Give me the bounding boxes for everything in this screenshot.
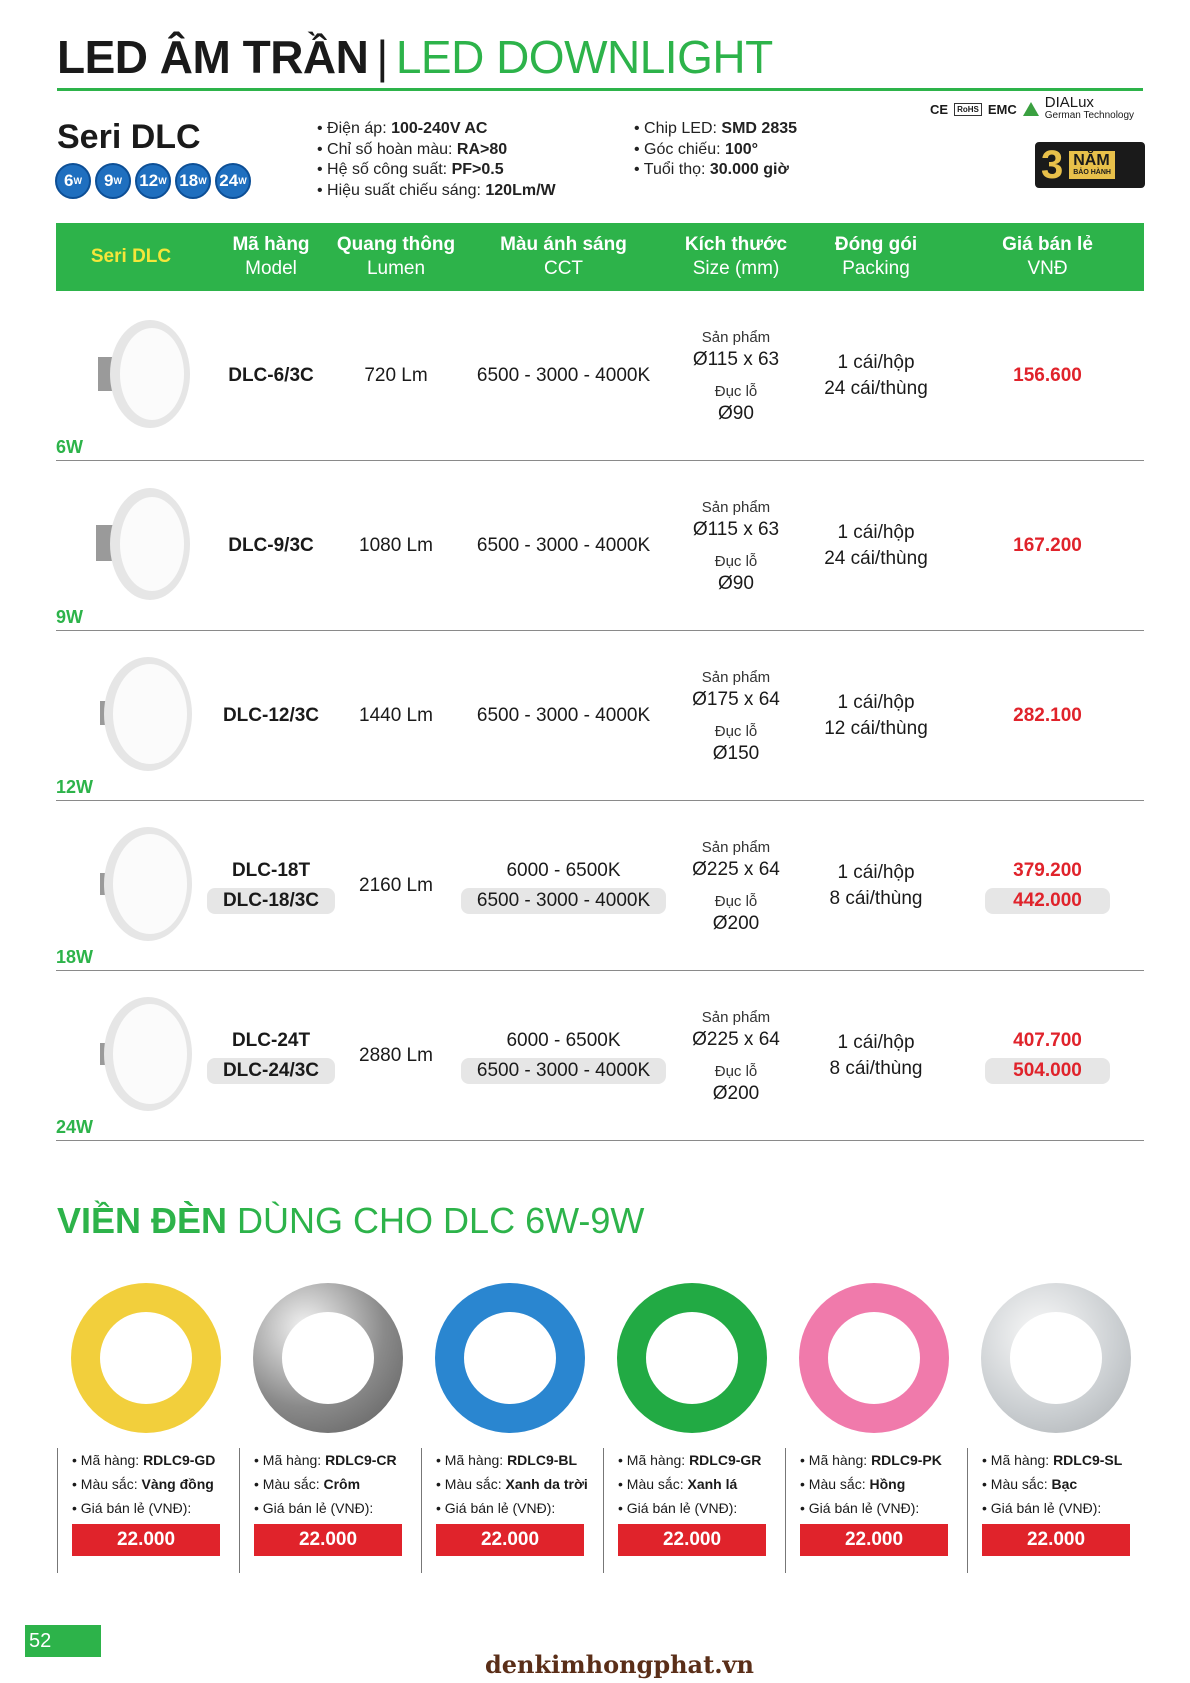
table-row <box>56 971 1144 1141</box>
dialux-triangle-icon <box>1023 102 1039 116</box>
watt-badge: 24 W <box>215 163 251 199</box>
model-cell: DLC-18T DLC-18/3C <box>206 801 336 971</box>
warranty-years: 3 <box>1041 142 1064 187</box>
ring-image <box>981 1283 1131 1433</box>
model-cell: DLC-24T DLC-24/3C <box>206 971 336 1141</box>
packing-cell: 1 cái/hộp 24 cái/thùng <box>824 352 928 399</box>
ring-info: • Mã hàng: RDLC9-GD • Màu sắc: Vàng đồng • Giá bán lẻ (VNĐ): 22.000 <box>57 1448 235 1573</box>
page-number: 52 <box>25 1625 101 1657</box>
header-cct: Màu ánh sáng CCT <box>500 234 627 279</box>
row-watt-label: 9W <box>56 607 83 627</box>
spec-item: • Chỉ số hoàn màu: RA>80 <box>317 140 556 161</box>
lumen-cell: 2160 Lm <box>359 875 433 896</box>
dialux-logo: DIALux German Technology <box>1044 94 1135 121</box>
specs-list-left <box>317 119 556 201</box>
size-cell: Sản phẩm Ø225 x 64 Đục lỗ Ø200 <box>692 1009 780 1104</box>
lumen-cell: 720 Lm <box>364 365 428 386</box>
ring-info: • Mã hàng: RDLC9-PK • Màu sắc: Hồng • Giá bán lẻ (VNĐ): 22.000 <box>785 1448 963 1573</box>
model-cell: DLC-9/3C <box>228 535 314 556</box>
row-watt-label: 18W <box>56 947 94 967</box>
size-cell: Sản phẩm Ø225 x 64 Đục lỗ Ø200 <box>692 839 780 934</box>
ring-product <box>57 1283 235 1550</box>
ring-info: • Mã hàng: RDLC9-BL • Màu sắc: Xanh da trời • Giá bán lẻ (VNĐ): 22.000 <box>421 1448 599 1573</box>
specs-list-right <box>634 119 797 181</box>
series-name: Seri DLC <box>57 118 201 156</box>
row-watt-label: 24W <box>56 1117 94 1137</box>
ring-price: 22.000 <box>800 1524 948 1556</box>
watt-badges <box>55 163 251 199</box>
cct-cell: 6500 - 3000 - 4000K <box>476 365 651 386</box>
ring-image <box>617 1283 767 1433</box>
ring-image <box>253 1283 403 1433</box>
ring-product <box>603 1283 781 1550</box>
spec-item: • Chip LED: SMD 2835 <box>634 119 797 140</box>
warranty-badge <box>1035 142 1145 188</box>
title-sub: LED DOWNLIGHT <box>395 31 773 83</box>
cct-cell: 6000 - 6500K 6500 - 3000 - 4000K <box>456 801 671 971</box>
rings-section-title: VIỀN ĐÈN DÙNG CHO DLC 6W-9W <box>57 1200 645 1241</box>
ring-image <box>799 1283 949 1433</box>
packing-cell: 1 cái/hộp 8 cái/thùng <box>829 862 923 909</box>
row-watt-label: 12W <box>56 777 94 797</box>
ce-logo: CE <box>930 101 949 117</box>
downlight-product-image <box>86 485 196 603</box>
emc-logo: EMC <box>987 101 1017 117</box>
spec-item: • Hiệu suất chiếu sáng: 120Lm/W <box>317 181 556 202</box>
watt-badge: 9 W <box>95 163 131 199</box>
header-lumen: Quang thông Lumen <box>336 234 456 279</box>
lumen-cell: 2880 Lm <box>359 1045 433 1066</box>
downlight-product-image <box>86 825 196 943</box>
header-packing: Đóng gói Packing <box>834 234 918 279</box>
ring-product <box>239 1283 417 1550</box>
ring-image <box>435 1283 585 1433</box>
price-cell: 407.700 504.000 <box>951 971 1144 1141</box>
row-watt-label: 6W <box>56 437 83 457</box>
title-separator: | <box>376 31 388 83</box>
warranty-label: NĂM BẢO HÀNH <box>1069 151 1115 179</box>
rohs-logo: RoHS <box>954 103 982 116</box>
ring-price: 22.000 <box>982 1524 1130 1556</box>
header-size: Kích thước Size (mm) <box>684 234 788 279</box>
title-main: LED ÂM TRẦN <box>57 31 369 83</box>
header-model: Mã hàng Model <box>232 234 310 279</box>
ring-price: 22.000 <box>72 1524 220 1556</box>
watt-badge: 12 W <box>135 163 171 199</box>
size-cell: Sản phẩm Ø115 x 63 Đục lỗ Ø90 <box>692 499 780 594</box>
ring-info: • Mã hàng: RDLC9-GR • Màu sắc: Xanh lá • Giá bán lẻ (VNĐ): 22.000 <box>603 1448 781 1573</box>
model-cell: DLC-6/3C <box>228 365 314 386</box>
ring-info: • Mã hàng: RDLC9-CR • Màu sắc: Crôm • Giá bán lẻ (VNĐ): 22.000 <box>239 1448 417 1573</box>
spec-item: • Tuổi thọ: 30.000 giờ <box>634 160 797 181</box>
price-cell: 379.200 442.000 <box>951 801 1144 971</box>
table-row <box>56 461 1144 631</box>
ring-price: 22.000 <box>254 1524 402 1556</box>
packing-cell: 1 cái/hộp 12 cái/thùng <box>824 692 928 739</box>
cct-cell: 6000 - 6500K 6500 - 3000 - 4000K <box>456 971 671 1141</box>
downlight-product-image <box>86 655 196 773</box>
model-cell: DLC-12/3C <box>222 705 320 726</box>
ring-info: • Mã hàng: RDLC9-SL • Màu sắc: Bạc • Giá bán lẻ (VNĐ): 22.000 <box>967 1448 1145 1573</box>
size-cell: Sản phẩm Ø175 x 64 Đục lỗ Ø150 <box>692 669 780 764</box>
page-title <box>57 30 773 84</box>
ring-price: 22.000 <box>618 1524 766 1556</box>
table-row <box>56 801 1144 971</box>
header-seri: Seri DLC <box>90 246 172 267</box>
cct-cell: 6500 - 3000 - 4000K <box>476 535 651 556</box>
spec-item: • Hệ số công suất: PF>0.5 <box>317 160 556 181</box>
packing-cell: 1 cái/hộp 8 cái/thùng <box>829 1032 923 1079</box>
watt-badge: 6 W <box>55 163 91 199</box>
spec-item: • Điện áp: 100-240V AC <box>317 119 556 140</box>
watt-badge: 18 W <box>175 163 211 199</box>
cct-cell: 6500 - 3000 - 4000K <box>476 705 651 726</box>
header-price: Giá bán lẻ VNĐ <box>1002 234 1093 279</box>
title-divider <box>57 88 1143 91</box>
table-header <box>56 223 1144 291</box>
certification-logos <box>930 96 1134 122</box>
lumen-cell: 1080 Lm <box>359 535 433 556</box>
table-row <box>56 291 1144 461</box>
size-cell: Sản phẩm Ø115 x 63 Đục lỗ Ø90 <box>692 329 780 424</box>
ring-price: 22.000 <box>436 1524 584 1556</box>
lumen-cell: 1440 Lm <box>359 705 433 726</box>
ring-product <box>967 1283 1145 1550</box>
ring-image <box>71 1283 221 1433</box>
price-cell: 156.600 <box>1013 365 1082 386</box>
price-cell: 167.200 <box>1013 535 1082 556</box>
website-watermark: denkimhongphat.vn <box>485 1650 754 1679</box>
ring-product <box>785 1283 963 1550</box>
ring-product <box>421 1283 599 1550</box>
packing-cell: 1 cái/hộp 24 cái/thùng <box>824 522 928 569</box>
table-row <box>56 631 1144 801</box>
price-cell: 282.100 <box>1013 705 1082 726</box>
downlight-product-image <box>86 995 196 1113</box>
spec-item: • Góc chiếu: 100° <box>634 140 797 161</box>
downlight-product-image <box>86 315 196 433</box>
